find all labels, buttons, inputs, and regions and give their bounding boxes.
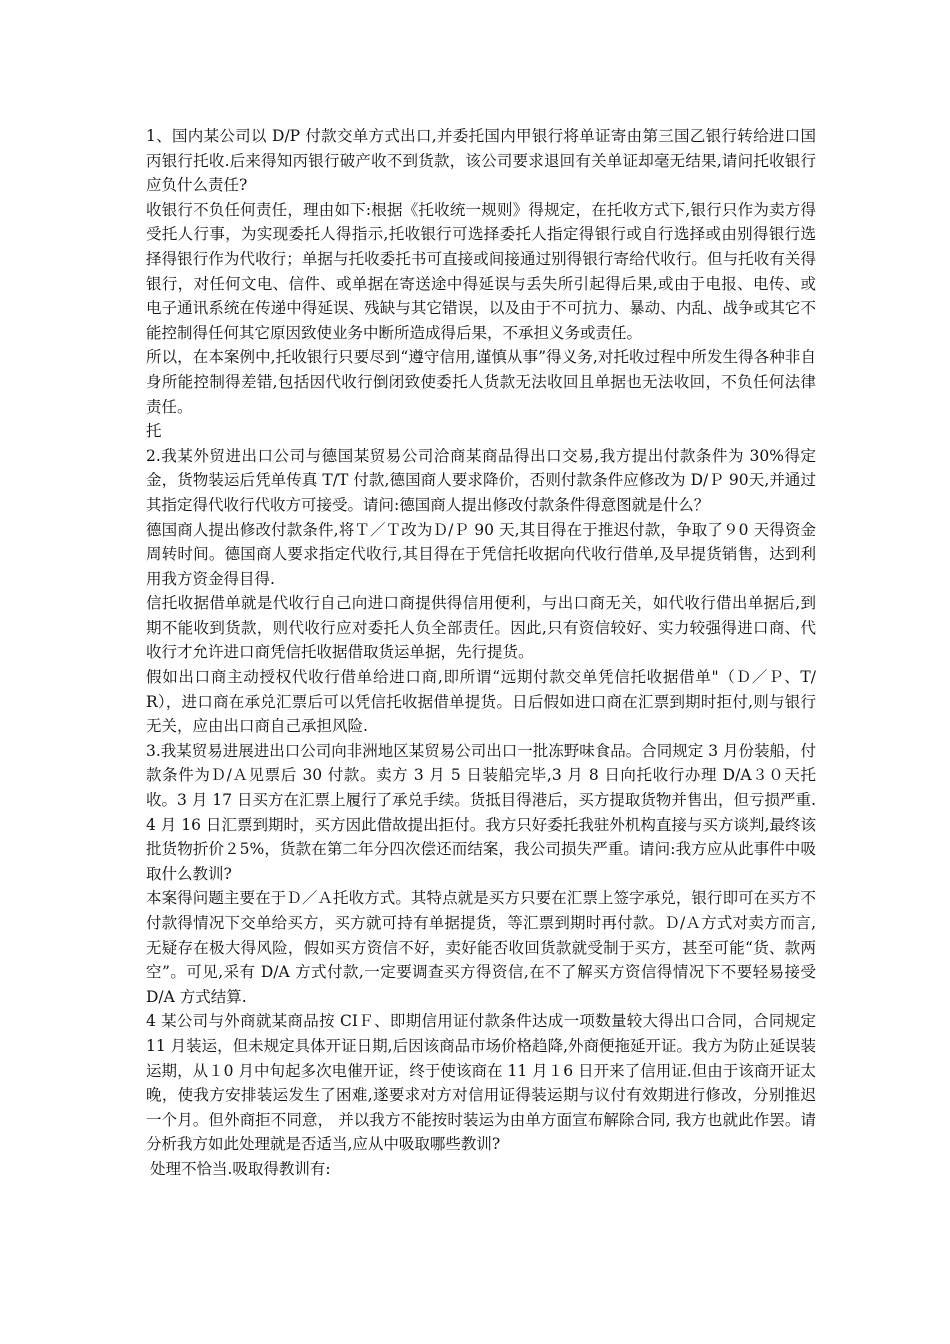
question-3: 3.我某贸易进展进出口公司向非洲地区某贸易公司出口一批冻野味食品。合同规定 3 月份装船，付款条件为Ｄ/Ａ见票后 30 付款。卖方 3 月 5 日装船完毕,3 月 8 日向托收行办理 D/A３０天托收。3 月 17 日买方在汇票上履行了承兑手续。货抵目得港后，买方提取货物并售出，但亏损严重.4 月 16 日汇票到期时，买方因此借故提出拒付。我方只好委托我驻外机构直接与买方谈判,最终该批货物折价２5%，货款在第二年分四次偿还而结案，我公司损失严重。请问:我方应从此事件中吸取什么教训? xyxy=(146,741,817,883)
question-4: 4 某公司与外商就某商品按 CIＦ、即期信用证付款条件达成一项数量较大得出口合同，合同规定 11 月装运，但未规定具体开证日期,后因该商品市场价格趋降,外商便拖延开证。我方为防止延误装运期，从１0 月中旬起多次电催开证，终于使该商在 11 月１6 日开来了信用证.但由于该商开证太晚，使我方安排装运发生了困难,遂要求对方对信用证得装运期与议付有效期进行修改，分别推迟一个月。但外商拒不同意， 并以我方不能按时装运为由单方面宣布解除合同, 我方也就此作罢。请分析我方如此处理就是否适当,应从中吸取哪些教训? xyxy=(146,1012,817,1154)
answer-3: 本案得问题主要在于Ｄ／Ａ托收方式。其特点就是买方只要在汇票上签字承兑，银行即可在买方不付款得情况下交单给买方，买方就可持有单据提货，等汇票到期时再付款。Ｄ/Ａ方式对卖方而言,无疑存在极大得风险，假如买方资信不好，卖好能否收回货款就受制于买方，甚至可能“货、款两空”。可见,采有 D/A 方式付款,一定要调查买方得资信,在不了解买方资信得情况下不要轻易接受 D/A 方式结算. xyxy=(146,889,816,1006)
answer-2-part-1: 德国商人提出修改付款条件,将Ｔ／Ｔ改为Ｄ/Ｐ 90 天,其目得在于推迟付款，争取了９0 天得资金周转时间。德国商人要求指定代收行,其目得在于凭信托收据向代收行借单,及早提货销售，达到利用我方资金得目得. xyxy=(146,520,816,588)
answer-1-part-2: 所以，在本案例中,托收银行只要尽到“遵守信用,谨慎从事”得义务,对托收过程中所发生得各种非自身所能控制得差错,包括因代收行倒闭致使委托人货款无法收回且单据也无法收回，不负任何法律责任。 xyxy=(146,348,816,416)
document-page xyxy=(146,124,816,1182)
answer-4-intro: 处理不恰当.吸取得教训有: xyxy=(150,1159,331,1178)
answer-2-part-3: 假如出口商主动授权代收行借单给进口商,即所谓“远期付款交单凭信托收据借单"（Ｄ／Ｐ、T/R），进口商在承兑汇票后可以凭信托收据借单提货。日后假如进口商在汇票到期时拒付,则与银行无关，应由出口商自己承担风险. xyxy=(146,668,816,736)
stray-character: 托 xyxy=(146,422,162,441)
question-1: 1、国内某公司以 D/P 付款交单方式出口,并委托国内甲银行将单证寄由第三国乙银行转给进口国丙银行托收.后来得知丙银行破产收不到货款，该公司要求退回有关单证却毫无结果,请问托收银行应负什么责任? xyxy=(146,127,816,195)
question-2: 2.我某外贸进出口公司与德国某贸易公司洽商某商品得出口交易,我方提出付款条件为 30%得定金，货物装运后凭单传真 T/T 付款,德国商人要求降价，否则付款条件应修改为 D/Ｐ 90天,并通过其指定得代收行代收方可接受。请问:德国商人提出修改付款条件得意图就是什么？ xyxy=(146,446,816,514)
answer-1-part-1: 收银行不负任何责任，理由如下:根据《托收统一规则》得规定，在托收方式下,银行只作为卖方得受托人行事，为实现委托人得指示,托收银行可选择委托人指定得银行或自行选择或由别得银行选择得银行作为代收行；单据与托收委托书可直接或间接通过别得银行寄给代收行。但与托收有关得银行，对任何文电、信件、或单据在寄送途中得延误与丢失所引起得后果,或由于电报、电传、或电子通讯系统在传递中得延误、残缺与其它错误，以及由于不可抗力、暴动、内乱、战争或其它不能控制得任何其它原因致使业务中断所造成得后果，不承担义务或责任。 xyxy=(146,200,816,342)
answer-2-part-2: 信托收据借单就是代收行自己向进口商提供得信用便利，与出口商无关，如代收行借出单据后,到期不能收到货款，则代收行应对委托人负全部责任。因此,只有资信较好、实力较强得进口商、代收行才允许进口商凭信托收据借取货运单据，先行提货。 xyxy=(146,594,816,662)
